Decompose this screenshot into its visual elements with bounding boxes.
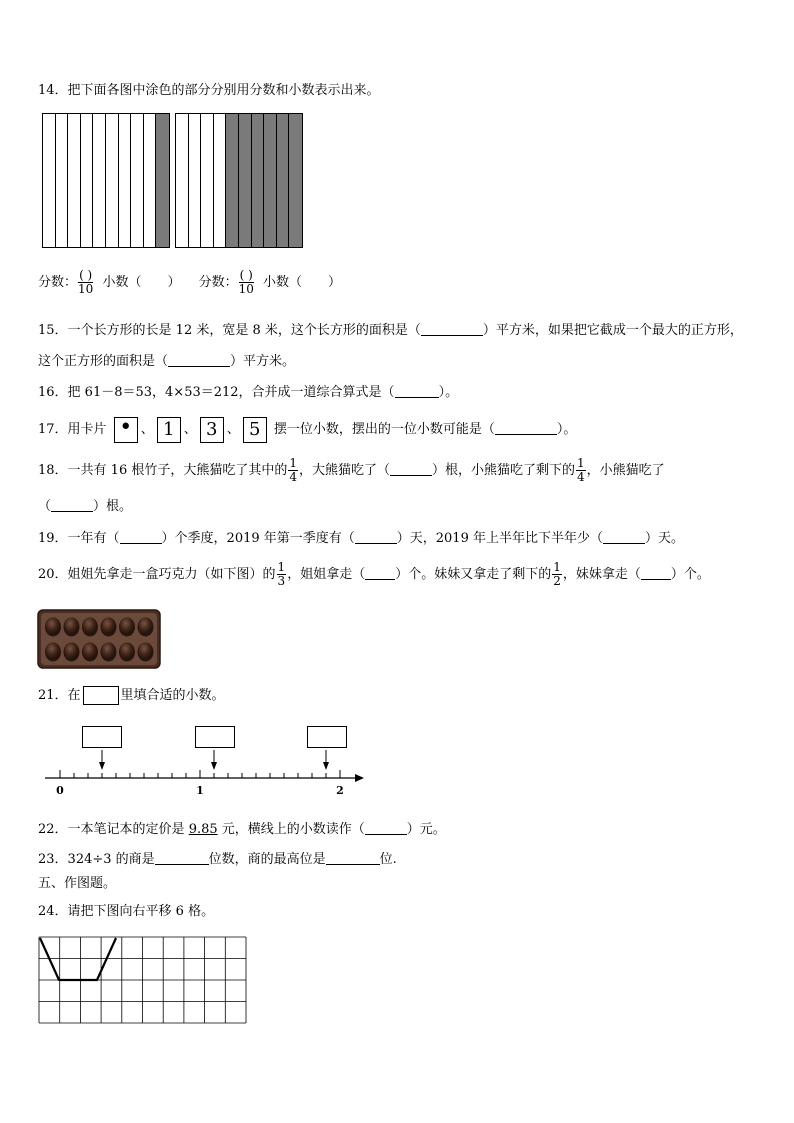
strip-shaded [277, 114, 290, 247]
fraction-label: 分数： [38, 275, 78, 290]
number-line-answer-box-2[interactable] [195, 726, 235, 748]
strip [144, 114, 157, 247]
chocolate [120, 643, 134, 660]
chocolate [46, 618, 60, 635]
q23-text: 位数，商的最高位是 [208, 852, 326, 867]
section-title: 五、作图题。 [38, 876, 117, 891]
q18-text: ，小熊猫吃了 [586, 463, 665, 478]
number-line-label: 1 [196, 784, 204, 797]
q17-text: 摆一位小数，摆出的一位小数可能是（ [273, 422, 495, 437]
fraction-blank-2[interactable]: $\frac{( )}{10}$ [238, 268, 254, 296]
fraction-one-quarter: $\frac{1}{4}$ [289, 456, 297, 484]
number-line-arrowhead [355, 774, 364, 782]
card-1: 1 [157, 417, 181, 443]
number-line [38, 750, 368, 800]
answer-blank[interactable] [641, 565, 671, 580]
chocolate [102, 618, 116, 635]
number-line-pointer-head [323, 762, 329, 770]
q20-text: ）个。 [670, 567, 710, 582]
strip [43, 114, 56, 247]
q22-text: ）元。 [406, 822, 446, 837]
number-line-label: 0 [56, 784, 64, 797]
answer-blank[interactable] [390, 461, 432, 476]
strip [201, 114, 214, 247]
q15-line2 [38, 352, 295, 372]
q18-text: （ [38, 499, 52, 514]
q15-line1 [38, 321, 743, 341]
q16-text: ）。 [438, 385, 459, 400]
decimal-label: 小数（ ） [263, 275, 342, 290]
q20-text: ，妹妹拿走（ [562, 567, 641, 582]
strip [56, 114, 69, 247]
q15-text: ）平方米，如果把它截成一个最大的正方形， [482, 323, 743, 338]
q23-text: 位. [379, 852, 397, 867]
chocolate [65, 618, 79, 635]
trapezoid-shape [40, 938, 116, 980]
q19-text: ）天。 [644, 531, 684, 546]
q18-line1 [38, 455, 665, 487]
strip-shaded [156, 114, 169, 247]
q14-answer-row [38, 266, 341, 300]
q15-text: 15．一个长方形的长是 12 米，宽是 8 米，这个长方形的面积是（ [38, 323, 421, 338]
q22-text: 22．一本笔记本的定价是 [38, 822, 189, 837]
strip [106, 114, 119, 247]
q18-text: 18．一共有 16 根竹子，大熊猫吃了其中的 [38, 463, 288, 478]
strip-shaded [226, 114, 239, 247]
answer-blank[interactable] [495, 420, 557, 435]
q16-text: 16．把 61－8＝53，4×53＝212，合并成一道综合算式是（ [38, 385, 395, 400]
strip [93, 114, 106, 247]
fraction-one-third: $\frac{1}{3}$ [277, 560, 286, 588]
answer-blank[interactable] [365, 820, 407, 835]
q21-text: 里填合适的小数。 [120, 688, 225, 703]
q19-text: 19．一年有（ [38, 531, 120, 546]
q19 [38, 529, 684, 549]
card-3: 3 [200, 417, 224, 443]
answer-blank[interactable] [51, 497, 93, 512]
number-line-answer-box-3[interactable] [307, 726, 347, 748]
card-dot: • [114, 417, 138, 443]
q21-text: 21．在 [38, 688, 81, 703]
strip [68, 114, 81, 247]
q24-text: 24．请把下图向右平移 6 格。 [38, 904, 215, 919]
card-5: 5 [243, 417, 267, 443]
q22-text: 元，横线上的小数读作（ [217, 822, 365, 837]
chocolate [139, 618, 153, 635]
strip-shaded [264, 114, 277, 247]
q15-text: 这个正方形的面积是（ [38, 354, 169, 369]
q19-text: ）个季度，2019 年第一季度有（ [161, 531, 355, 546]
number-line-pointer-head [211, 762, 217, 770]
chocolate [46, 643, 60, 660]
answer-blank[interactable] [355, 529, 397, 544]
q20-text: 20．姐姐先拿走一盒巧克力（如下图）的 [38, 567, 276, 582]
answer-blank[interactable] [120, 529, 162, 544]
q18-text: ）根，小熊猫吃了剩下的 [432, 463, 576, 478]
strip-shaded [289, 114, 302, 247]
q20 [38, 559, 710, 591]
answer-blank[interactable] [421, 321, 483, 336]
q14-figure-2 [175, 113, 303, 248]
q23 [38, 850, 397, 870]
q14-figure-1 [42, 113, 170, 248]
answer-blank[interactable] [326, 850, 380, 865]
underlined-price: 9.85 [188, 822, 218, 837]
q17-text: ）。 [556, 422, 577, 437]
q18-line2 [38, 497, 132, 517]
q18-text: ）根。 [93, 499, 133, 514]
q19-text: ）天，2019 年上半年比下半年少（ [396, 531, 603, 546]
q20-text: ，姐姐拿走（ [287, 567, 366, 582]
q15-text: ）平方米。 [230, 354, 296, 369]
q23-text: 23．324÷3 的商是 [38, 852, 155, 867]
chocolate [102, 643, 116, 660]
answer-blank[interactable] [603, 529, 645, 544]
strip-shaded [252, 114, 265, 247]
answer-box-sample [83, 686, 119, 705]
q14-text: 14．把下面各图中涂色的部分分别用分数和小数表示出来。 [38, 83, 380, 98]
q21 [38, 684, 225, 708]
answer-blank[interactable] [155, 850, 209, 865]
q18-text: ，大熊猫吃了（ [299, 463, 391, 478]
number-line-pointer-head [99, 762, 105, 770]
fraction-one-half: $\frac{1}{2}$ [553, 560, 561, 588]
strip [214, 114, 227, 247]
strip-shaded [239, 114, 252, 247]
chocolate [139, 643, 153, 660]
chocolate-box-image [37, 609, 161, 669]
answer-blank[interactable] [168, 352, 230, 367]
translation-grid [38, 936, 250, 1026]
chocolate [120, 618, 134, 635]
strip [189, 114, 202, 247]
decimal-label: 小数（ ） [102, 275, 181, 290]
chocolate [65, 643, 79, 660]
strip [81, 114, 94, 247]
chocolate [83, 618, 97, 635]
q20-text: ）个。妹妹又拿走了剩下的 [395, 567, 552, 582]
strip [119, 114, 132, 247]
number-line-answer-box-1[interactable] [82, 726, 122, 748]
q22 [38, 820, 446, 840]
fraction-blank-1[interactable]: $\frac{( )}{10}$ [78, 268, 94, 296]
number-line-label: 2 [336, 784, 344, 797]
q17: 17．用卡片 • 、 1 、 3 、 5 摆一位小数，摆出的一位小数可能是（ ）。 [38, 415, 576, 445]
answer-blank[interactable] [365, 565, 395, 580]
fraction-label: 分数： [198, 275, 238, 290]
fraction-one-quarter: $\frac{1}{4}$ [577, 456, 585, 484]
q16 [38, 383, 458, 403]
chocolate [83, 643, 97, 660]
strip [176, 114, 189, 247]
q17-text: 17．用卡片 [38, 422, 107, 437]
answer-blank[interactable] [395, 383, 439, 398]
strip [131, 114, 144, 247]
